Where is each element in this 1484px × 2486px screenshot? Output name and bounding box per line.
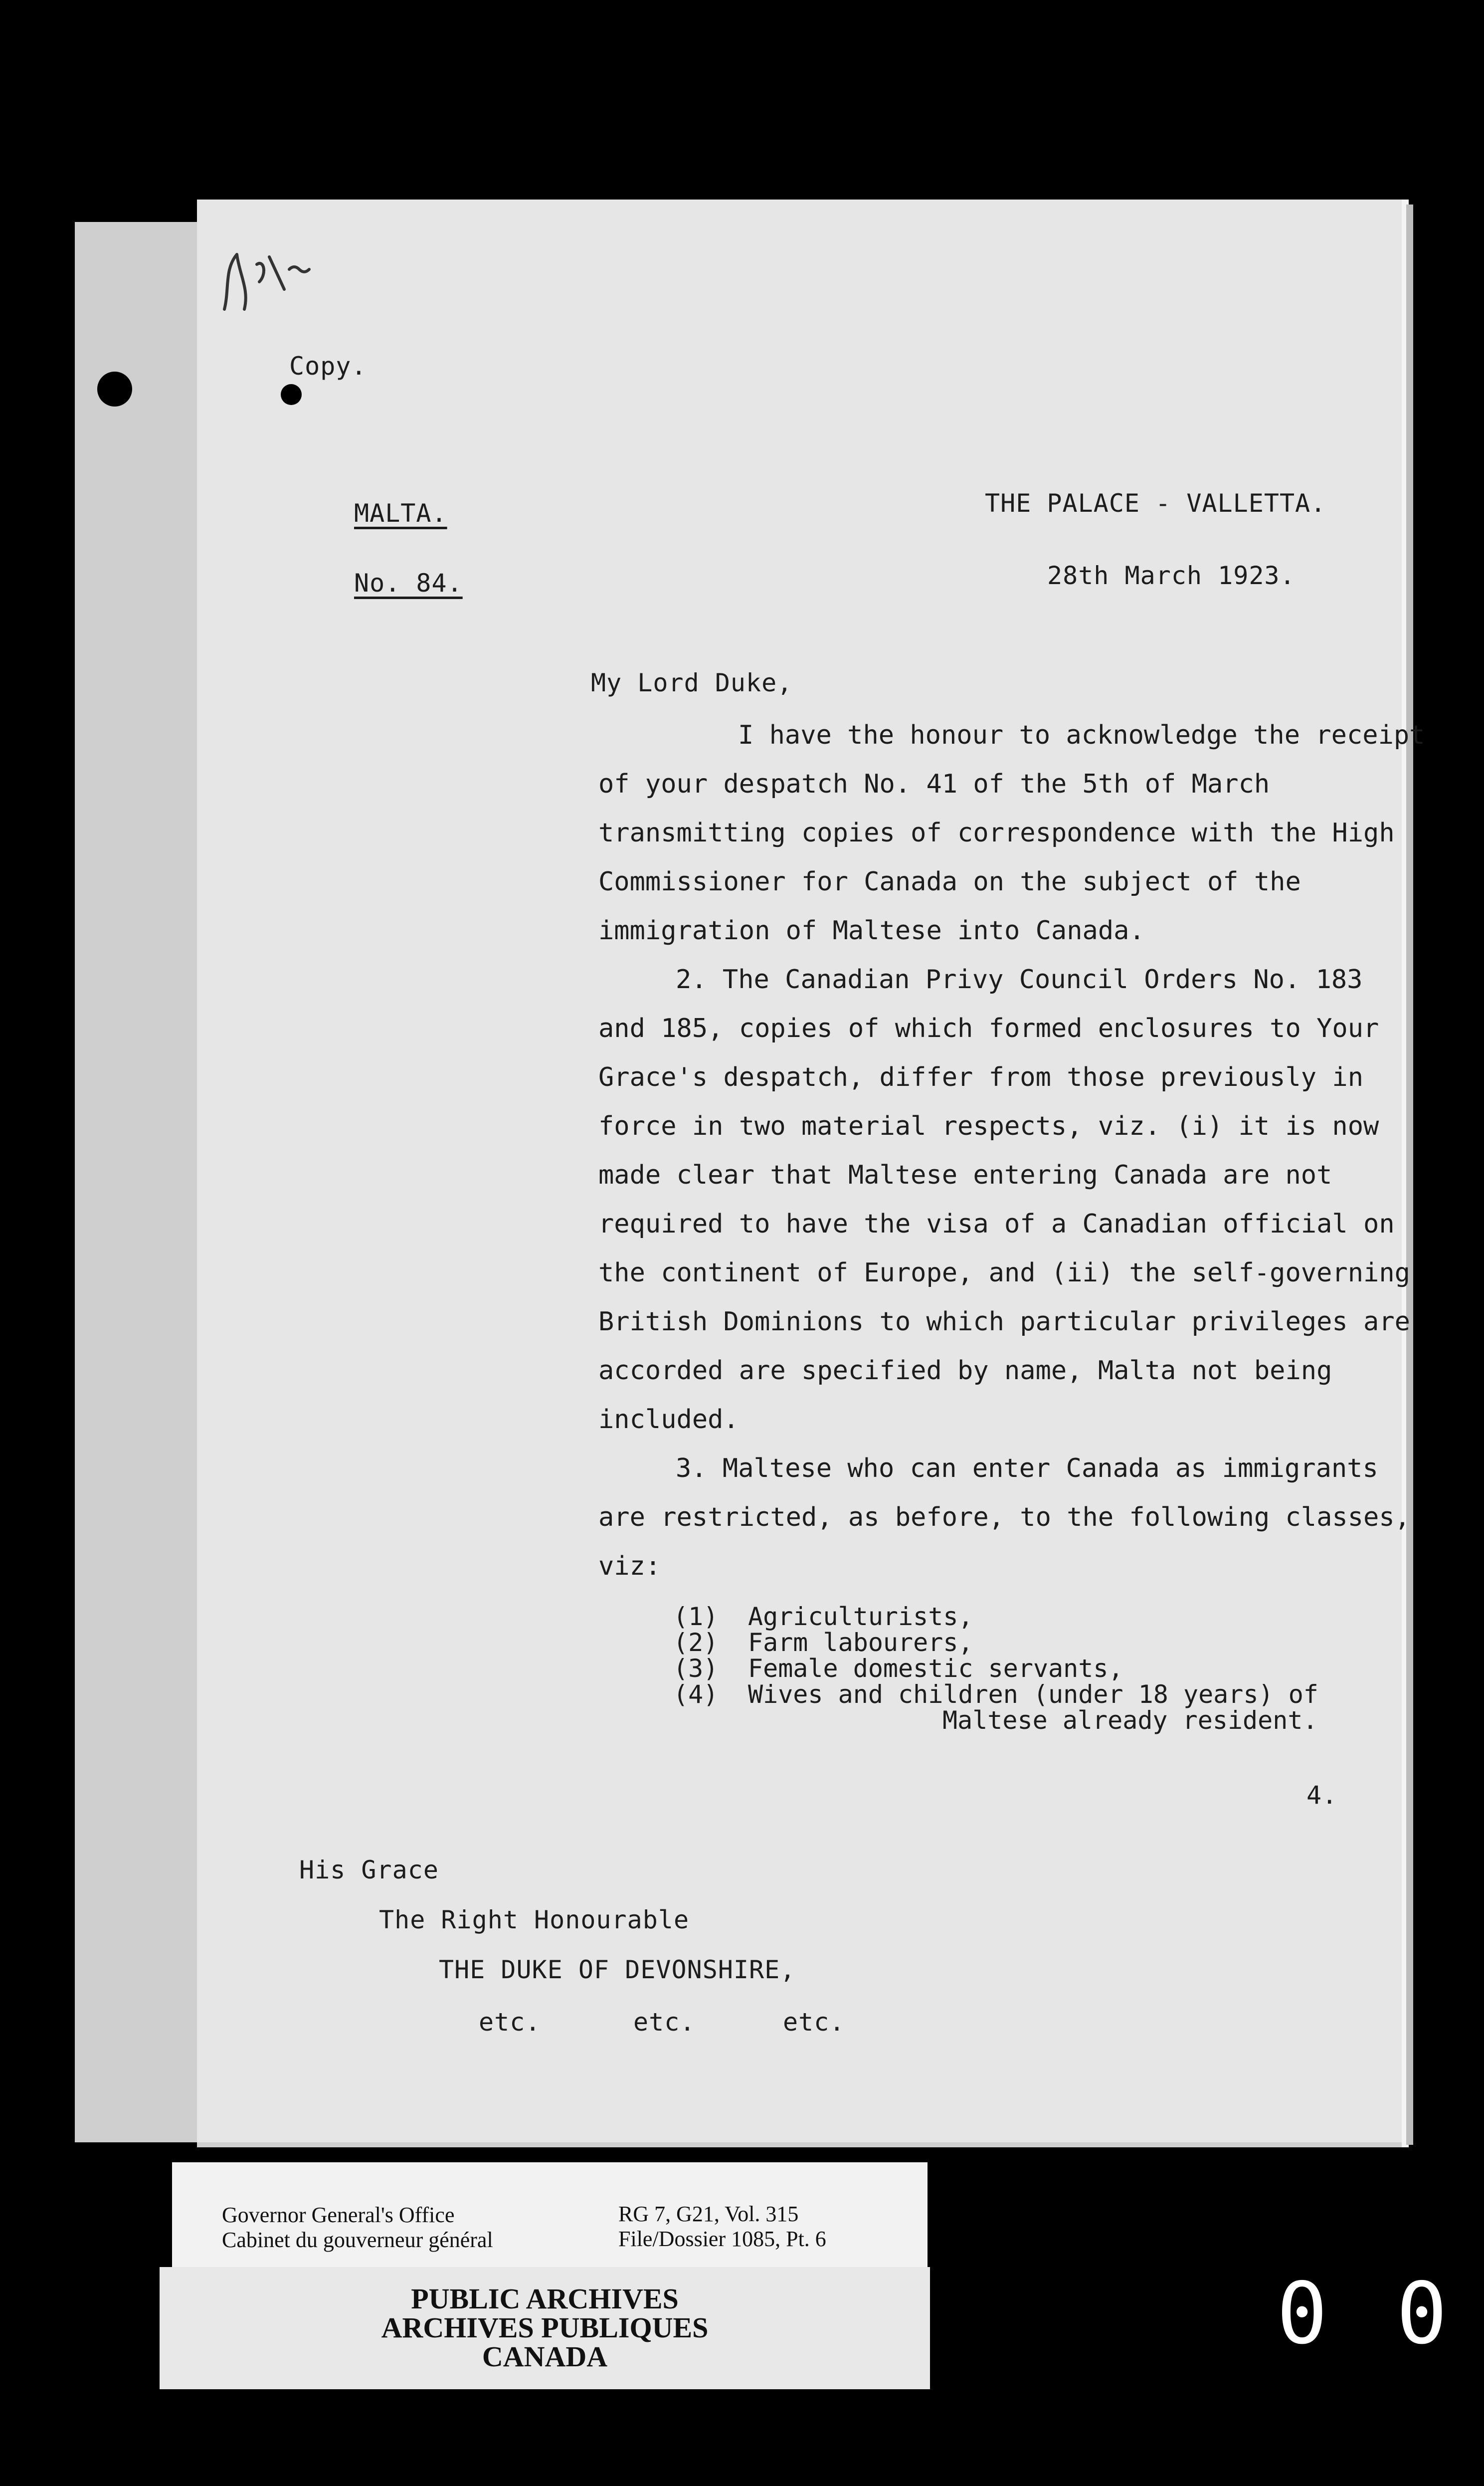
handwritten-initials (209, 234, 339, 334)
office-french: Cabinet du gouverneur général (222, 2228, 493, 2252)
list-item-continuation: Maltese already resident. (942, 1706, 1318, 1735)
body-line: accorded are specified by name, Malta not being (598, 1356, 1332, 1386)
record-group: RG 7, G21, Vol. 315 (618, 2202, 799, 2226)
list-item: (1) Agriculturists, (673, 1602, 973, 1631)
addressee-line-3: THE DUKE OF DEVONSHIRE, (439, 1955, 796, 1984)
body-line: British Dominions to which particular privileges are (598, 1307, 1410, 1337)
public-archives-stamp (160, 2267, 930, 2389)
stamp-line-1: PUBLIC ARCHIVES (411, 2282, 679, 2315)
body-line: 2. The Canadian Privy Council Orders No. 183 (676, 965, 1363, 995)
addressee-line-2: The Right Honourable (379, 1905, 690, 1934)
list-item: (4) Wives and children (under 18 years) of (673, 1680, 1318, 1709)
copy-notation: Copy. (289, 352, 367, 381)
punch-hole (97, 372, 132, 407)
stamp-line-3: CANADA (482, 2340, 608, 2373)
stamp-line-2: ARCHIVES PUBLIQUES (381, 2311, 709, 2344)
list-item: (2) Farm labourers, (673, 1628, 973, 1657)
body-line: and 185, copies of which formed enclosures to Your (598, 1014, 1379, 1043)
body-line: the continent of Europe, and (ii) the self-governing (598, 1258, 1410, 1288)
file-dossier: File/Dossier 1085, Pt. 6 (618, 2227, 826, 2251)
body-line: force in two material respects, viz. (i) it is now (598, 1111, 1379, 1141)
etc-3: etc. (783, 2008, 845, 2037)
list-item: (3) Female domestic servants, (673, 1654, 1123, 1683)
punch-hole-small (281, 384, 302, 405)
page-marker: 4. (1306, 1781, 1338, 1810)
despatch-number: No. 84. (354, 569, 463, 598)
body-line: Grace's despatch, differ from those previously in (598, 1062, 1364, 1092)
etc-2: etc. (633, 2008, 696, 2037)
body-line: I have the honour to acknowledge the receipt (738, 720, 1425, 750)
underlying-sheet (75, 222, 204, 2142)
body-line: made clear that Maltese entering Canada are not (598, 1160, 1332, 1190)
body-line: viz: (598, 1551, 661, 1581)
office-english: Governor General's Office (222, 2203, 455, 2227)
addressee-line-1: His Grace (299, 1856, 439, 1884)
frame-counter-digit: 0 (1396, 2265, 1448, 2363)
immigrant-classes-list (673, 1604, 1318, 1733)
body-line: Commissioner for Canada on the subject of the (598, 867, 1301, 897)
body-line: of your despatch No. 41 of the 5th of March (598, 769, 1270, 799)
letter-date: 28th March 1923. (1047, 561, 1296, 590)
place-heading: THE PALACE - VALLETTA. (985, 489, 1326, 518)
body-line: included. (598, 1405, 739, 1435)
colony-label: MALTA. (354, 499, 447, 528)
body-line: 3. Maltese who can enter Canada as immigrants (676, 1453, 1378, 1483)
letter-body (598, 711, 1425, 1591)
body-line: required to have the visa of a Canadian official on (598, 1209, 1395, 1239)
body-line: are restricted, as before, to the following classes, (598, 1502, 1410, 1532)
body-line: transmitting copies of correspondence with the High (598, 818, 1395, 848)
archive-reference-label (172, 2162, 928, 2277)
frame-counter-digit: 0 (1277, 2265, 1328, 2363)
salutation: My Lord Duke, (591, 668, 793, 697)
etc-1: etc. (479, 2008, 541, 2037)
body-line: immigration of Maltese into Canada. (598, 916, 1145, 946)
